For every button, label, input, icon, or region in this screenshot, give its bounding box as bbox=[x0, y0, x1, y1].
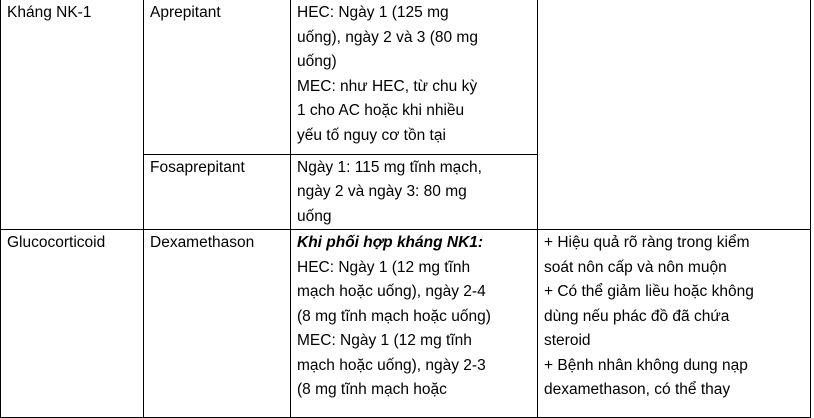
dosage-line: MEC: Ngày 1 (12 mg tĩnh bbox=[297, 332, 472, 349]
drug-name-cell bbox=[144, 0, 291, 154]
note-line: dexamethason, có thể thay bbox=[544, 381, 731, 398]
dosage-cell bbox=[291, 154, 538, 230]
table-row bbox=[1, 0, 811, 154]
drug-name-cell bbox=[144, 154, 291, 230]
drug-group-cell bbox=[1, 0, 144, 230]
drug-group-label: Glucocorticoid bbox=[7, 234, 106, 251]
dosage-heading: Khi phối hợp kháng NK1: bbox=[297, 234, 484, 251]
note-line: steroid bbox=[544, 332, 591, 349]
dosage-line: Ngày 1: 115 mg tĩnh mạch, bbox=[297, 158, 482, 176]
dosage-line: uống) bbox=[297, 53, 337, 70]
table-row bbox=[1, 230, 811, 418]
notes-cell bbox=[538, 0, 811, 230]
note-line: + Bệnh nhân không dung nạp bbox=[544, 356, 748, 374]
dosage-line: MEC: như HEC, từ chu kỳ bbox=[297, 77, 478, 95]
note-line: soát nôn cấp và nôn muộn bbox=[544, 258, 727, 276]
drug-name: Fosaprepitant bbox=[150, 158, 245, 176]
dosage-line: uống), ngày 2 và 3 (80 mg bbox=[297, 28, 478, 46]
drug-name-cell bbox=[144, 230, 291, 418]
dosage-line: HEC: Ngày 1 (125 mg bbox=[297, 4, 449, 21]
dosage-line: (8 mg tĩnh mạch hoặc bbox=[297, 381, 447, 398]
dosage-line: HEC: Ngày 1 (12 mg tĩnh bbox=[297, 258, 471, 276]
drug-group-cell bbox=[1, 230, 144, 418]
dosage-line: mạch hoặc uống), ngày 2-3 bbox=[297, 356, 486, 374]
drug-name: Dexamethason bbox=[150, 234, 255, 251]
dosage-line: yếu tố nguy cơ tồn tại bbox=[297, 126, 446, 144]
note-line: + Hiệu quả rõ ràng trong kiểm bbox=[544, 234, 750, 251]
notes-cell bbox=[538, 230, 811, 418]
dosage-cell bbox=[291, 230, 538, 418]
dosage-line: mạch hoặc uống), ngày 2-4 bbox=[297, 283, 486, 300]
note-line: dùng nếu phác đồ đã chứa bbox=[544, 307, 730, 325]
dosage-line: 1 cho AC hoặc khi nhiều bbox=[297, 102, 465, 119]
drug-name: Aprepitant bbox=[150, 4, 221, 21]
dosage-line: (8 mg tĩnh mạch hoặc uống) bbox=[297, 307, 491, 325]
drug-group-label: Kháng NK-1 bbox=[7, 4, 92, 21]
dosage-line: uống bbox=[297, 207, 332, 225]
dosage-cell bbox=[291, 0, 538, 154]
note-line: + Có thể giảm liều hoặc không bbox=[544, 283, 754, 300]
dosage-line: ngày 2 và ngày 3: 80 mg bbox=[297, 183, 467, 200]
